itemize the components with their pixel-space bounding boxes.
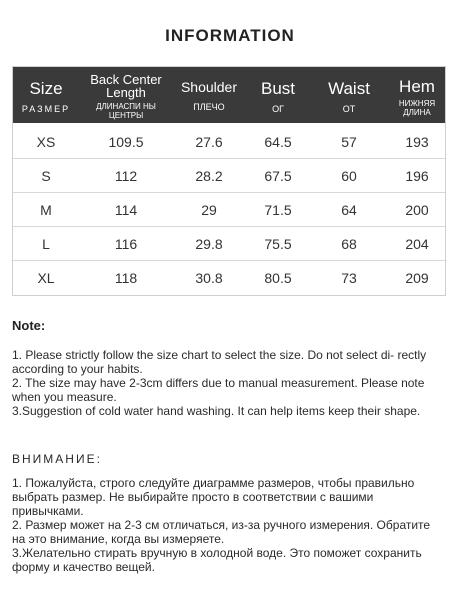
note-item: 3.Suggestion of cold water hand washing. It can help items keep their shape.: [12, 404, 421, 418]
cell-back-center-length: 118: [114, 270, 138, 286]
note-list-ru: [12, 476, 442, 574]
cell-bust: 64.5: [264, 134, 292, 150]
cell-size: XL: [37, 270, 55, 286]
ru-note-item: 3.Желательно стирать вручную в холодной воде. Это поможет сохранить форму и качество вещей.: [12, 546, 422, 574]
header-size-en: Size: [29, 79, 63, 98]
cell-hem: 204: [405, 236, 429, 252]
cell-bust: 67.5: [264, 168, 292, 184]
cell-back-center-length: 114: [114, 202, 138, 218]
header-shoulder-en: Shoulder: [180, 79, 238, 95]
ru-note-item: 2. Размер может на 2-3 см отличаться, из-за ручного измерения. Обратите на это внимание, когда вы измеряете.: [12, 518, 431, 546]
cell-hem: 193: [405, 134, 429, 150]
cell-waist: 57: [341, 134, 357, 150]
header-shoulder-ru: ПЛЕЧО: [193, 102, 225, 112]
header-waist: [311, 67, 387, 123]
header-hem: [389, 67, 445, 123]
table-row: [13, 227, 445, 261]
header-waist-ru: ОТ: [342, 104, 356, 114]
cell-hem: 209: [405, 270, 429, 286]
note-list-en: [12, 348, 442, 418]
header-back-center-length: [81, 67, 171, 123]
header-size: [13, 67, 79, 123]
cell-size: L: [42, 236, 50, 252]
table-row: [13, 261, 445, 295]
header-bust-en: Bust: [260, 79, 296, 98]
cell-back-center-length: 116: [114, 236, 138, 252]
cell-hem: 196: [405, 168, 429, 184]
cell-size: XS: [36, 134, 56, 150]
header-hem-ru: НИЖНЯЯ ДЛИНА: [398, 99, 436, 117]
cell-waist: 73: [341, 270, 357, 286]
note-item: 1. Please strictly follow the size chart to select the size. Do not select di- rectly according to your habits.: [12, 348, 427, 376]
table-header: [13, 67, 445, 123]
cell-waist: 68: [341, 236, 357, 252]
ru-note-heading: ВНИМАНИЕ:: [12, 452, 102, 466]
cell-bust: 80.5: [264, 270, 292, 286]
cell-back-center-length: 109.5: [108, 134, 144, 150]
cell-bust: 75.5: [264, 236, 292, 252]
cell-back-center-length: 112: [114, 168, 138, 184]
page-title: INFORMATION: [165, 26, 295, 45]
cell-shoulder: 28.2: [195, 168, 223, 184]
size-chart-table: [12, 66, 446, 296]
cell-bust: 71.5: [264, 202, 292, 218]
header-size-ru: РАЗМЕР: [21, 104, 71, 114]
header-waist-en: Waist: [328, 79, 370, 98]
cell-shoulder: 27.6: [195, 134, 223, 150]
header-hem-en: Hem: [399, 77, 435, 96]
note-item: 2. The size may have 2-3cm differs due to manual measurement. Please note when you measure.: [12, 376, 425, 404]
cell-hem: 200: [405, 202, 429, 218]
cell-shoulder: 30.8: [195, 270, 223, 286]
cell-shoulder: 29.8: [195, 236, 223, 252]
header-bust-ru: ОГ: [272, 104, 284, 114]
cell-shoulder: 29: [201, 202, 217, 218]
header-bust: [247, 67, 309, 123]
header-back-ru: ДЛИНАСПИ НЫ ЦЕНТРЫ: [96, 102, 156, 120]
cell-waist: 64: [341, 202, 357, 218]
cell-waist: 60: [341, 168, 357, 184]
table-row: [13, 193, 445, 227]
cell-size: S: [41, 168, 51, 184]
header-shoulder: [173, 67, 245, 123]
table-row: [13, 159, 445, 193]
cell-size: M: [40, 202, 52, 218]
ru-note-item: 1. Пожалуйста, строго следуйте диаграмме размеров, чтобы правильно выбрать размер. Не выбирайте просто в соответствии с вашими привычками.: [12, 476, 415, 518]
note-heading: Note:: [12, 318, 46, 333]
header-back-en: Back Center Length: [90, 72, 162, 100]
table-row: [13, 125, 445, 159]
